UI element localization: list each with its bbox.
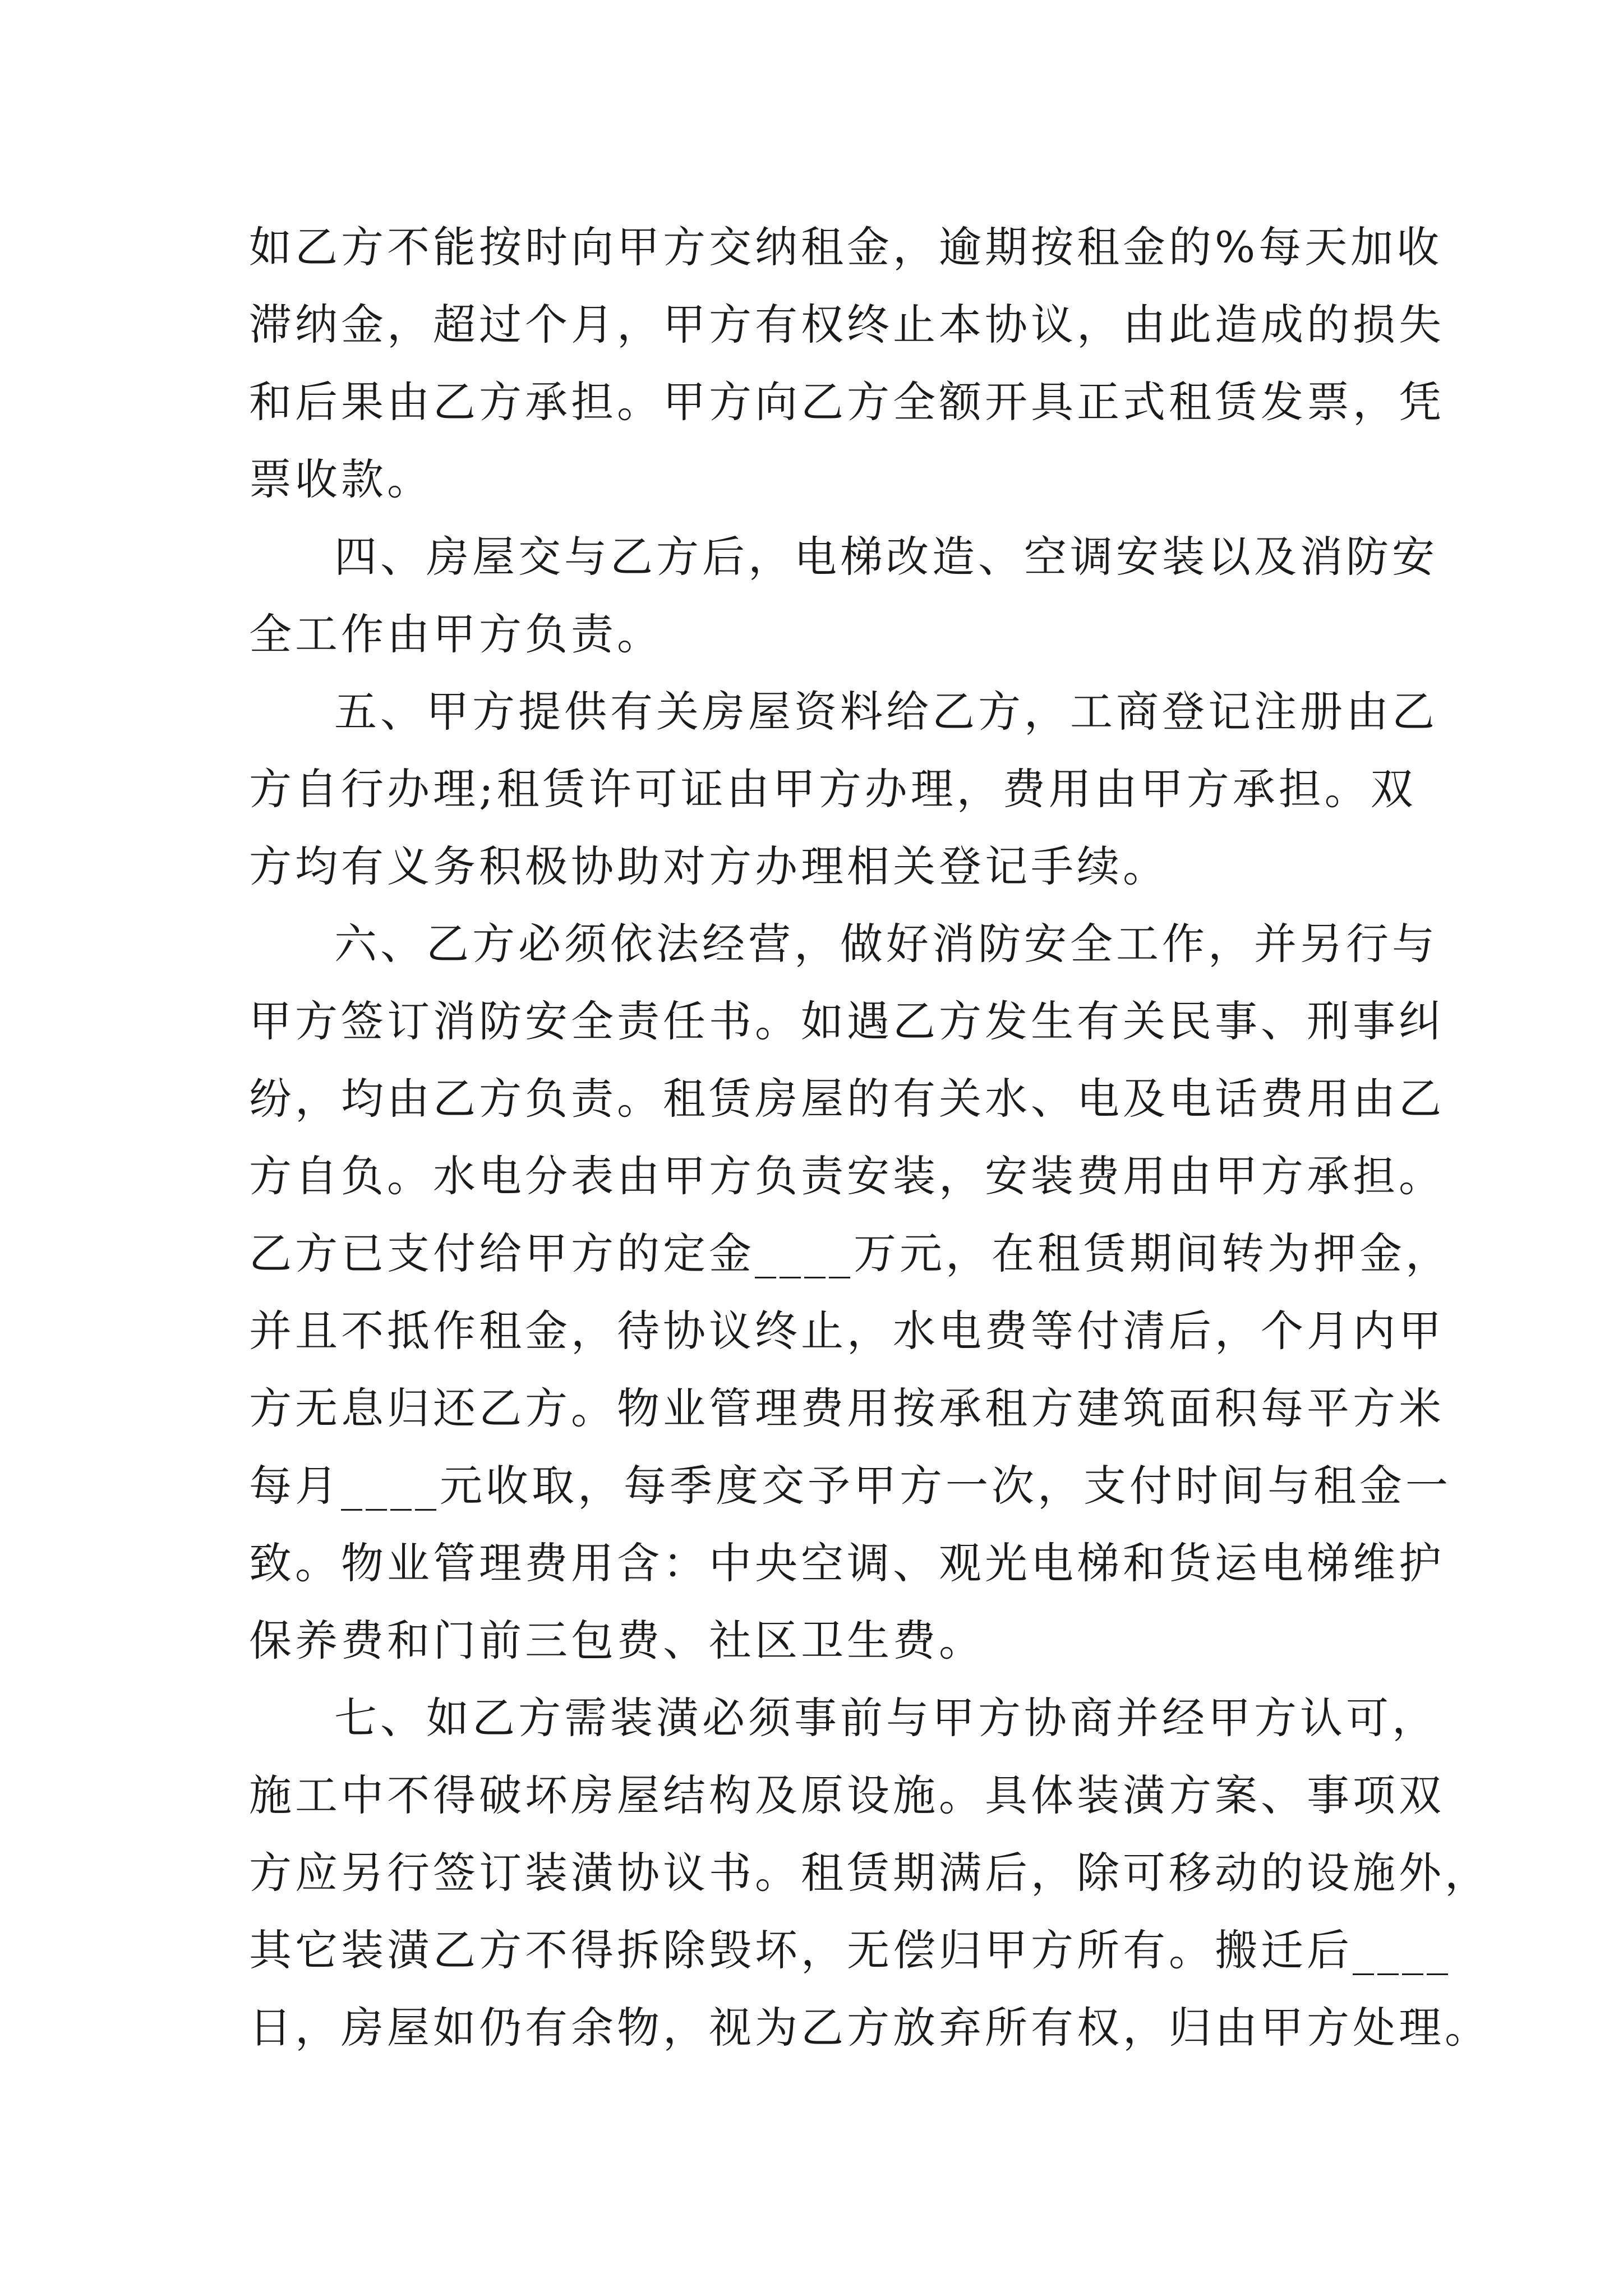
text-line: 致。物业管理费用含：中央空调、观光电梯和货运电梯维护 [249, 1538, 1445, 1588]
clause-6-start: 六、乙方必须依法经营，做好消防安全工作，并另行与 [334, 919, 1438, 969]
text-line: 票收款。 [249, 454, 433, 504]
contract-body-text [249, 209, 1491, 2067]
clause-7-start: 七、如乙方需装潢必须事前与甲方协商并经甲方认可， [334, 1693, 1438, 1743]
text-line: 每月____元收取，每季度交予甲方一次，支付时间与租金一 [249, 1461, 1451, 1511]
text-line: 方应另行签订装潢协议书。租赁期满后，除可移动的设施外， [249, 1848, 1491, 1898]
text-line: 方无息归还乙方。物业管理费用按承租方建筑面积每平方米 [249, 1383, 1445, 1433]
text-line: 和后果由乙方承担。甲方向乙方全额开具正式租赁发票，凭 [249, 377, 1445, 427]
text-line: 乙方已支付给甲方的定金____万元，在租赁期间转为押金， [249, 1228, 1451, 1278]
clause-4-start: 四、房屋交与乙方后，电梯改造、空调安装以及消防安 [334, 532, 1438, 582]
text-line: 方自行办理;租赁许可证由甲方办理，费用由甲方承担。双 [249, 764, 1417, 814]
text-line: 方自负。水电分表由甲方负责安装，安装费用由甲方承担。 [249, 1151, 1445, 1201]
text-line: 全工作由甲方负责。 [249, 609, 663, 659]
text-line: 方均有义务积极协助对方办理相关登记手续。 [249, 841, 1169, 891]
text-line: 纷，均由乙方负责。租赁房屋的有关水、电及电话费用由乙 [249, 1074, 1445, 1124]
text-line: 并且不抵作租金，待协议终止，水电费等付清后，个月内甲 [249, 1306, 1445, 1356]
text-line: 滞纳金，超过个月，甲方有权终止本协议，由此造成的损失 [249, 300, 1445, 349]
text-line: 甲方签订消防安全责任书。如遇乙方发生有关民事、刑事纠 [249, 996, 1445, 1046]
text-line: 其它装潢乙方不得拆除毁坏，无偿归甲方所有。搬迁后____ [249, 1925, 1451, 1975]
text-line: 施工中不得破坏房屋结构及原设施。具体装潢方案、事项双 [249, 1770, 1445, 1820]
text-line: 保养费和门前三包费、社区卫生费。 [249, 1616, 985, 1665]
text-line: 日，房屋如仍有余物，视为乙方放弃所有权，归由甲方处理。 [249, 2003, 1491, 2053]
clause-5-start: 五、甲方提供有关房屋资料给乙方，工商登记注册由乙 [334, 687, 1438, 737]
text-line: 如乙方不能按时向甲方交纳租金，逾期按租金的%每天加收 [249, 222, 1443, 272]
